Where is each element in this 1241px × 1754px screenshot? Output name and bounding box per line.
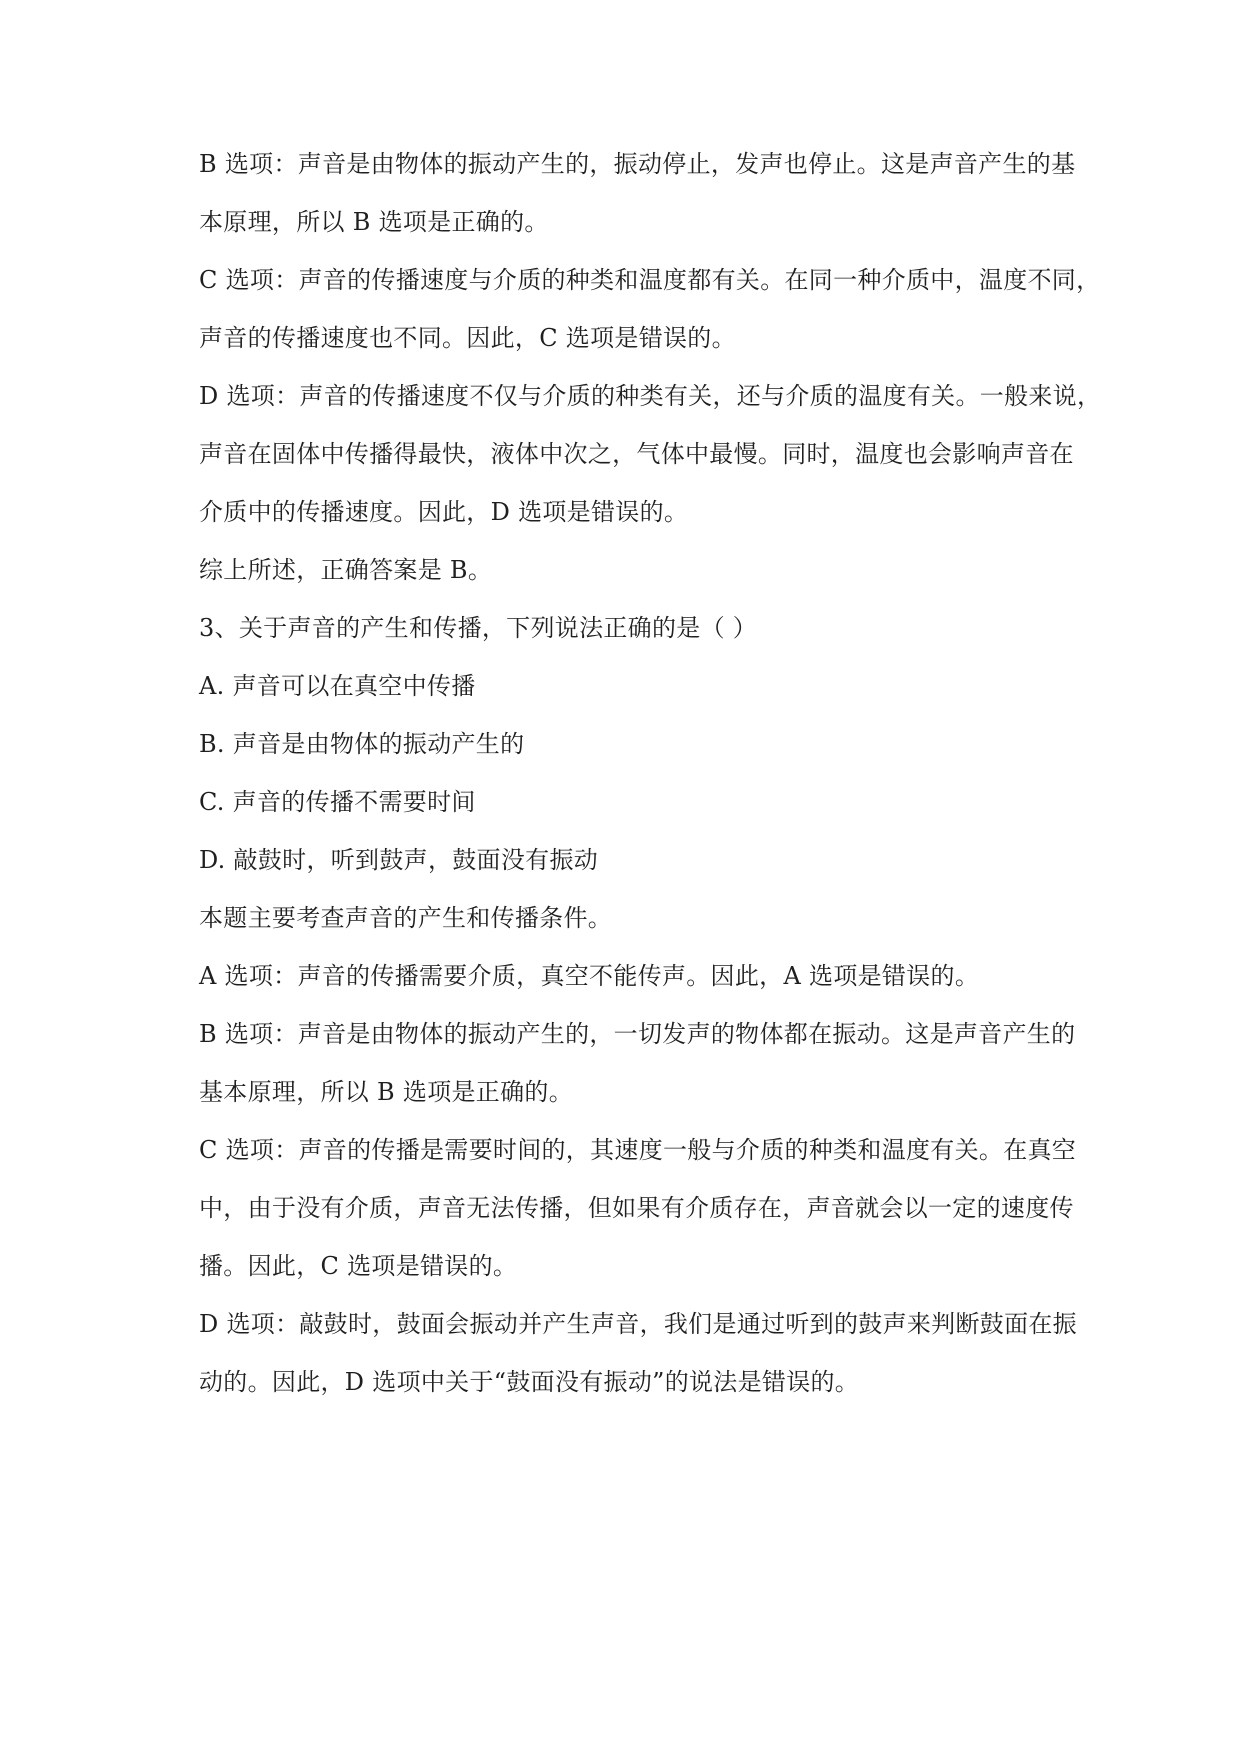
paragraph-line: 介质中的传播速度。因此，D 选项是错误的。 [199, 498, 689, 526]
paragraph-line: D 选项：敲鼓时，鼓面会振动并产生声音，我们是通过听到的鼓声来判断鼓面在振 [199, 1310, 1077, 1338]
paragraph-line: 声音的传播速度也不同。因此，C 选项是错误的。 [199, 324, 736, 352]
option-c: C. 声音的传播不需要时间 [199, 788, 476, 816]
paragraph-line: B 选项：声音是由物体的振动产生的，振动停止，发声也停止。这是声音产生的基 [199, 150, 1076, 178]
option-b: B. 声音是由物体的振动产生的 [199, 730, 525, 758]
paragraph-line: 本题主要考查声音的产生和传播条件。 [199, 904, 613, 932]
option-a: A. 声音可以在真空中传播 [199, 672, 476, 700]
paragraph-line: 综上所述，正确答案是 B。 [199, 556, 493, 584]
paragraph-line: C 选项：声音的传播速度与介质的种类和温度都有关。在同一种介质中，温度不同， [199, 266, 1101, 294]
paragraph-line: B 选项：声音是由物体的振动产生的，一切发声的物体都在振动。这是声音产生的 [199, 1020, 1076, 1048]
paragraph-line: 中，由于没有介质，声音无法传播，但如果有介质存在，声音就会以一定的速度传 [199, 1194, 1074, 1222]
paragraph-line: 播。因此，C 选项是错误的。 [199, 1252, 518, 1280]
paragraph-line: 动的。因此，D 选项中关于“鼓面没有振动”的说法是错误的。 [199, 1368, 860, 1396]
option-d: D. 敲鼓时，听到鼓声，鼓面没有振动 [199, 846, 599, 874]
question-stem: 3、关于声音的产生和传播，下列说法正确的是（ ） [199, 614, 758, 642]
paragraph-line: 基本原理，所以 B 选项是正确的。 [199, 1078, 573, 1106]
paragraph-line: 声音在固体中传播得最快，液体中次之，气体中最慢。同时，温度也会影响声音在 [199, 440, 1074, 468]
paragraph-line: D 选项：声音的传播速度不仅与介质的种类有关，还与介质的温度有关。一般来说， [199, 382, 1102, 410]
paragraph-line: C 选项：声音的传播是需要时间的，其速度一般与介质的种类和温度有关。在真空 [199, 1136, 1077, 1164]
paragraph-line: A 选项：声音的传播需要介质，真空不能传声。因此，A 选项是错误的。 [199, 962, 980, 990]
paragraph-line: 本原理，所以 B 选项是正确的。 [199, 208, 549, 236]
